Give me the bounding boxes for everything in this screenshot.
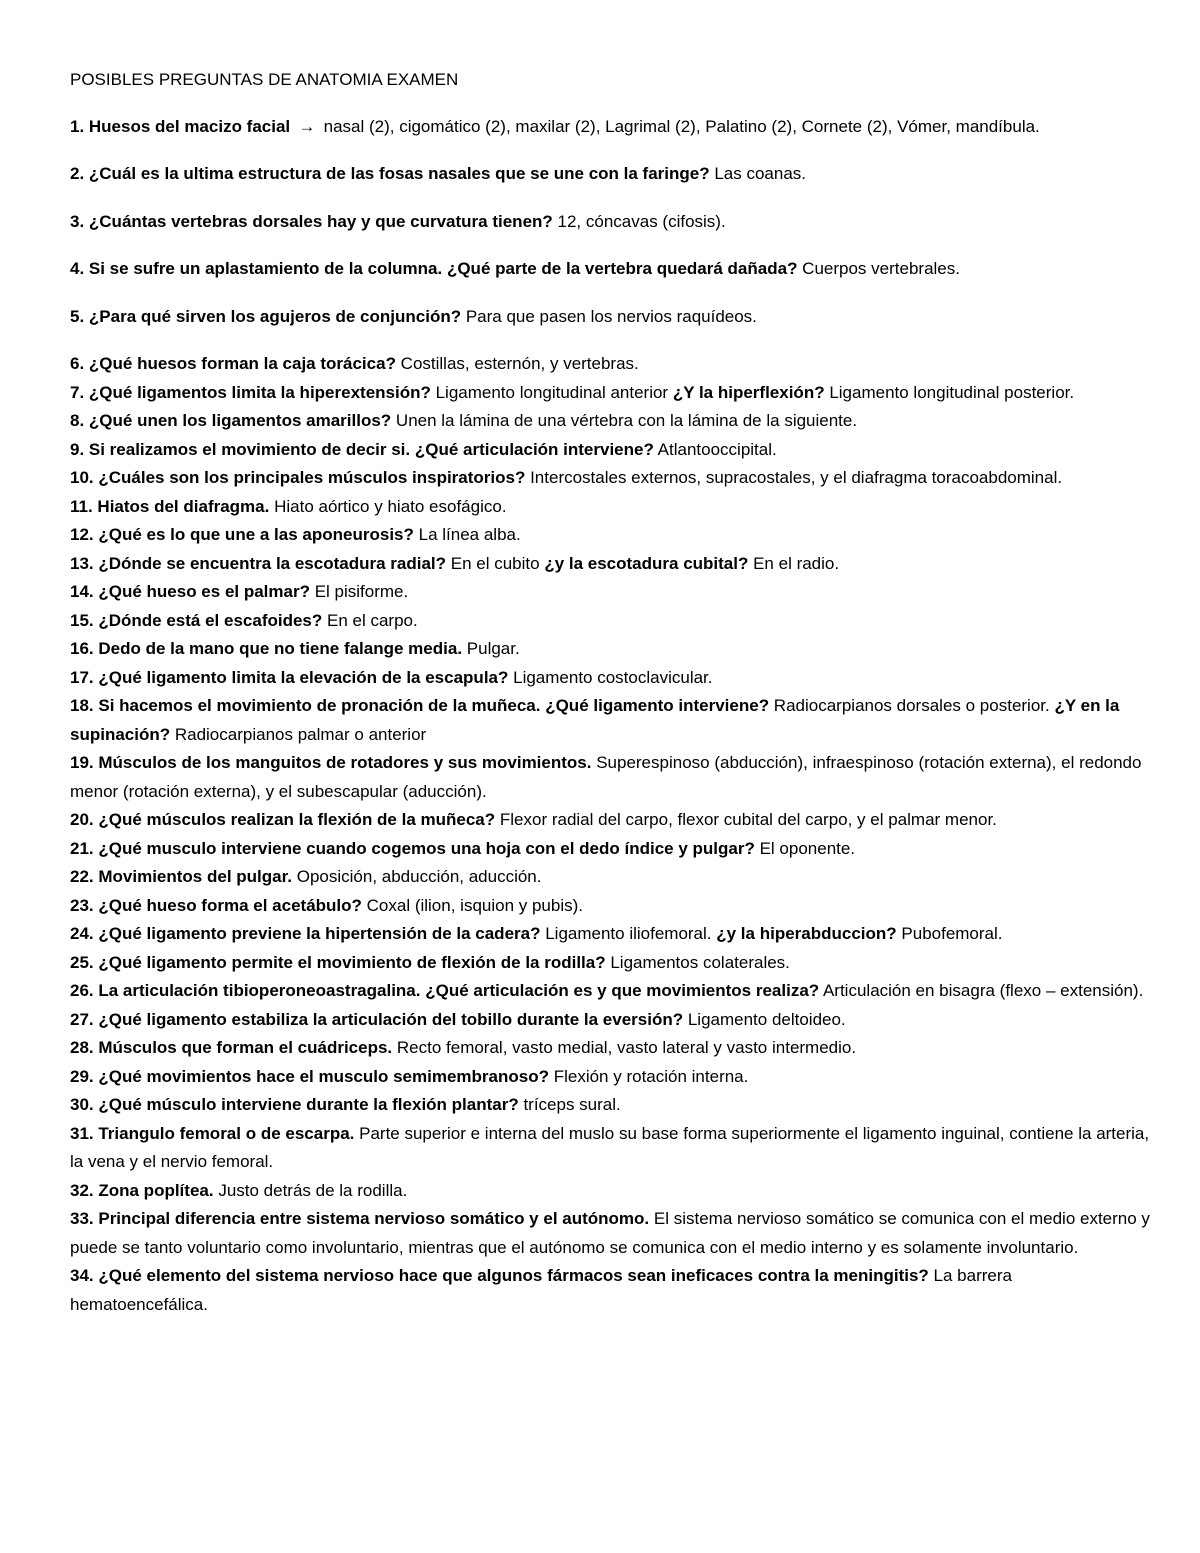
answer-text: Recto femoral, vasto medial, vasto lateral y vasto intermedio. xyxy=(392,1038,857,1057)
question-item-15 xyxy=(70,607,1150,636)
question-item-19 xyxy=(70,749,1150,806)
answer-text-secondary: Pubofemoral. xyxy=(896,924,1003,943)
question-item-28 xyxy=(70,1034,1150,1063)
question-text: 12. ¿Qué es lo que une a las aponeurosis? xyxy=(70,525,414,544)
answer-text: En el carpo. xyxy=(322,610,418,630)
question-text: 1. Huesos del macizo facial xyxy=(70,116,291,136)
question-text: 25. ¿Qué ligamento permite el movimiento de flexión de la rodilla? xyxy=(70,952,606,972)
question-item-22 xyxy=(70,863,1150,892)
question-text: 31. Triangulo femoral o de escarpa. xyxy=(70,1123,355,1143)
question-item-13 xyxy=(70,550,1150,579)
question-text: 30. ¿Qué músculo interviene durante la flexión plantar? xyxy=(70,1095,519,1114)
answer-text: Superespinoso (abducción), infraespinoso (rotación externa), el redondo menor (rotación externa), y el subescapular (aducción). xyxy=(70,753,1142,801)
answer-text: Intercostales externos, supracostales, y el diafragma toracoabdominal. xyxy=(525,468,1063,487)
question-item-12 xyxy=(70,521,1150,550)
answer-text: tríceps sural. xyxy=(518,1095,621,1114)
question-text: 24. ¿Qué ligamento previene la hipertensión de la cadera? xyxy=(70,924,541,943)
question-item-24 xyxy=(70,920,1150,949)
question-item-32 xyxy=(70,1177,1150,1206)
answer-text: Ligamento iliofemoral. xyxy=(540,924,717,943)
question-text: 34. ¿Qué elemento del sistema nervioso hace que algunos fármacos sean ineficaces contra la meningitis? xyxy=(70,1266,929,1285)
question-text: 8. ¿Qué unen los ligamentos amarillos? xyxy=(70,411,392,430)
question-text: 26. La articulación tibioperoneoastragalina. ¿Qué articulación es y que movimientos realiza? xyxy=(70,981,820,1000)
answer-text-secondary: Ligamento longitudinal posterior. xyxy=(824,382,1075,402)
question-text-secondary: ¿y la escotadura cubital? xyxy=(544,553,749,573)
question-item-7 xyxy=(70,379,1150,408)
question-text: 17. ¿Qué ligamento limita la elevación de la escapula? xyxy=(70,667,509,687)
answer-text: La línea alba. xyxy=(413,525,521,544)
question-item-23 xyxy=(70,892,1150,921)
question-item-9 xyxy=(70,436,1150,465)
question-text: 14. ¿Qué hueso es el palmar? xyxy=(70,582,310,601)
question-item-31 xyxy=(70,1120,1150,1177)
question-text-secondary: ¿y la hiperabduccion? xyxy=(716,924,897,943)
question-item-5 xyxy=(70,303,1150,332)
answer-text: Atlantooccipital. xyxy=(653,439,777,459)
question-text: 6. ¿Qué huesos forman la caja torácica? xyxy=(70,354,396,373)
question-item-6 xyxy=(70,350,1150,379)
answer-text: Hiato aórtico y hiato esofágico. xyxy=(269,496,507,516)
answer-text: Ligamento longitudinal anterior xyxy=(430,382,673,402)
answer-text: En el cubito xyxy=(446,553,545,573)
question-item-14 xyxy=(70,578,1150,607)
answer-text: Ligamento deltoideo. xyxy=(683,1009,846,1029)
answer-text: Oposición, abducción, aducción. xyxy=(292,867,542,886)
question-text: 15. ¿Dónde está el escafoides? xyxy=(70,610,323,630)
answer-text: 12, cóncavas (cifosis). xyxy=(552,211,726,231)
question-item-20 xyxy=(70,806,1150,835)
answer-text: Flexor radial del carpo, flexor cubital del carpo, y el palmar menor. xyxy=(495,810,997,829)
answer-text: Las coanas. xyxy=(709,164,807,183)
question-item-3 xyxy=(70,208,1150,237)
question-item-30 xyxy=(70,1091,1150,1120)
answer-text: Radiocarpianos dorsales o posterior. xyxy=(769,696,1055,715)
answer-text: Para que pasen los nervios raquídeos. xyxy=(461,306,757,326)
answer-text: Coxal (ilion, isquion y pubis). xyxy=(361,895,584,915)
arrow-right-icon: → xyxy=(298,116,316,136)
question-text: 23. ¿Qué hueso forma el acetábulo? xyxy=(70,895,362,915)
question-text: 11. Hiatos del diafragma. xyxy=(70,496,270,516)
answer-text: El oponente. xyxy=(754,838,856,858)
answer-text: Ligamento costoclavicular. xyxy=(508,667,713,687)
question-item-21 xyxy=(70,835,1150,864)
question-text: 33. Principal diferencia entre sistema nervioso somático y el autónomo. xyxy=(70,1209,650,1228)
answer-text: Pulgar. xyxy=(462,639,520,658)
answer-text: Flexión y rotación interna. xyxy=(548,1066,749,1086)
document-title: POSIBLES PREGUNTAS DE ANATOMIA EXAMEN xyxy=(70,70,459,89)
document-page xyxy=(70,66,1150,1319)
question-item-10 xyxy=(70,464,1150,493)
question-item-4 xyxy=(70,255,1150,284)
question-text: 4. Si se sufre un aplastamiento de la columna. ¿Qué parte de la vertebra quedará dañada? xyxy=(70,259,798,278)
answer-text: Ligamentos colaterales. xyxy=(605,952,790,972)
question-text: 32. Zona poplítea. xyxy=(70,1180,214,1200)
answer-text: El sistema nervioso somático se comunica con el medio externo y puede se tanto voluntario como involuntario, mientras que el autónomo se comunica con el medio interno y es solamente involuntario. xyxy=(70,1209,1150,1257)
question-text: 22. Movimientos del pulgar. xyxy=(70,867,292,886)
question-text: 28. Músculos que forman el cuádriceps. xyxy=(70,1038,393,1057)
question-text: 20. ¿Qué músculos realizan la flexión de la muñeca? xyxy=(70,810,496,829)
question-text-secondary: ¿Y en la supinación? xyxy=(70,696,1120,744)
answer-text: El pisiforme. xyxy=(309,582,409,601)
question-text: 16. Dedo de la mano que no tiene falange media. xyxy=(70,639,463,658)
question-text: 21. ¿Qué musculo interviene cuando cogemos una hoja con el dedo índice y pulgar? xyxy=(70,838,755,858)
question-text: 13. ¿Dónde se encuentra la escotadura radial? xyxy=(70,553,447,573)
question-text: 27. ¿Qué ligamento estabiliza la articulación del tobillo durante la eversión? xyxy=(70,1009,684,1029)
question-item-33 xyxy=(70,1205,1150,1262)
question-item-1 xyxy=(70,113,1150,142)
question-text: 29. ¿Qué movimientos hace el musculo semimembranoso? xyxy=(70,1066,549,1086)
answer-text: Costillas, esternón, y vertebras. xyxy=(395,354,639,373)
question-item-29 xyxy=(70,1063,1150,1092)
question-item-8 xyxy=(70,407,1150,436)
question-item-16 xyxy=(70,635,1150,664)
question-item-25 xyxy=(70,949,1150,978)
question-text: 3. ¿Cuántas vertebras dorsales hay y que curvatura tienen? xyxy=(70,211,553,231)
question-text: 19. Músculos de los manguitos de rotadores y sus movimientos. xyxy=(70,753,592,772)
question-text: 18. Si hacemos el movimiento de pronación de la muñeca. ¿Qué ligamento interviene? xyxy=(70,696,770,715)
question-text: 5. ¿Para qué sirven los agujeros de conjunción? xyxy=(70,306,462,326)
question-text: 9. Si realizamos el movimiento de decir si. ¿Qué articulación interviene? xyxy=(70,439,654,459)
question-item-34 xyxy=(70,1262,1150,1319)
question-item-18 xyxy=(70,692,1150,749)
question-text: 10. ¿Cuáles son los principales músculos inspiratorios? xyxy=(70,468,526,487)
question-item-17 xyxy=(70,664,1150,693)
question-text: 7. ¿Qué ligamentos limita la hiperextensión? xyxy=(70,382,431,402)
question-text: 2. ¿Cuál es la ultima estructura de las fosas nasales que se une con la faringe? xyxy=(70,164,710,183)
answer-text: Unen la lámina de una vértebra con la lámina de la siguiente. xyxy=(391,411,858,430)
question-text-secondary: ¿Y la hiperflexión? xyxy=(672,382,825,402)
question-item-11 xyxy=(70,493,1150,522)
answer-text: La barrera hematoencefálica. xyxy=(70,1266,1012,1314)
question-item-2 xyxy=(70,160,1150,189)
answer-text: Cuerpos vertebrales. xyxy=(797,259,960,278)
answer-text-secondary: Radiocarpianos palmar o anterior xyxy=(170,724,427,744)
question-item-27 xyxy=(70,1006,1150,1035)
answer-text: Articulación en bisagra (flexo – extensión). xyxy=(819,981,1144,1000)
answer-text-secondary: En el radio. xyxy=(748,553,840,573)
answer-text: Justo detrás de la rodilla. xyxy=(213,1180,408,1200)
answer-text: Parte superior e interna del muslo su base forma superiormente el ligamento inguinal, contiene la arteria, la vena y el nervio femoral. xyxy=(70,1123,1150,1171)
question-item-26 xyxy=(70,977,1150,1006)
answer-text: nasal (2), cigomático (2), maxilar (2), Lagrimal (2), Palatino (2), Cornete (2), Vómer, mandíbula. xyxy=(318,116,1040,136)
